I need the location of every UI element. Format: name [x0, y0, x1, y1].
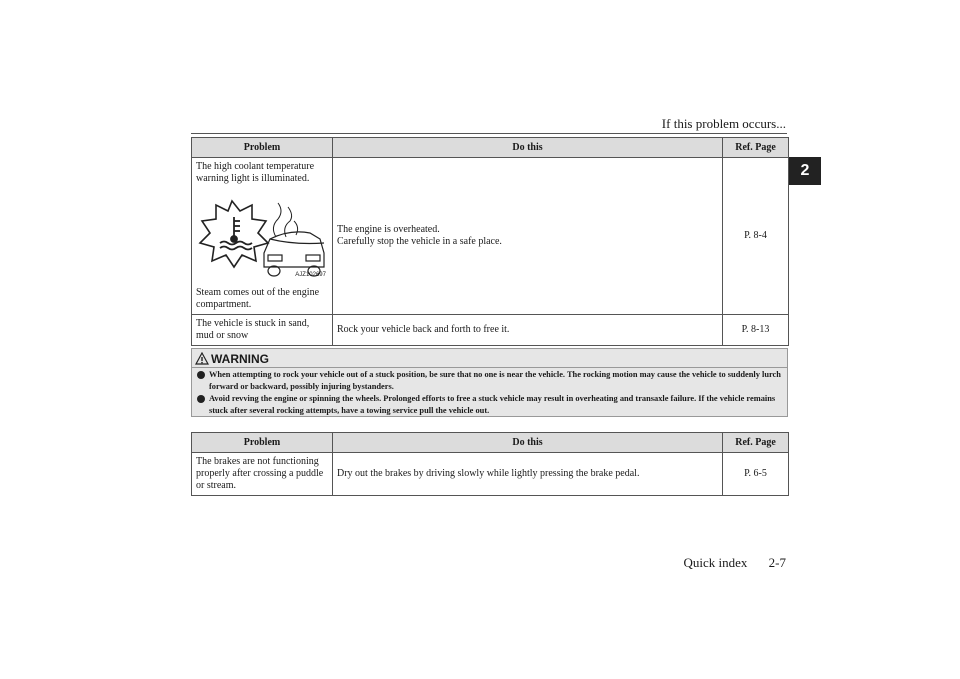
action-cell: Dry out the brakes by driving slowly while lightly pressing the brake pedal. [333, 453, 723, 496]
warning-title [195, 351, 269, 366]
list-item [195, 369, 787, 393]
column-header-ref-page: Ref. Page [723, 433, 789, 453]
column-header-do-this: Do this [333, 433, 723, 453]
illustration-code: AJZ102697 [295, 272, 326, 278]
warning-divider [192, 367, 787, 368]
warning-item-text: Avoid revving the engine or spinning the wheels. Prolonged efforts to free a stuck vehicle may result in overheating and transaxle failure. If the vehicle remains stuck after several rocking attempts, have a towing service pull the vehicle out. [209, 394, 776, 415]
table-row [192, 158, 789, 315]
action-text-line2: Carefully stop the vehicle in a safe place. [337, 236, 502, 247]
ref-page-cell: P. 8-4 [723, 158, 789, 315]
table-row [192, 453, 789, 496]
warning-triangle-icon [195, 352, 209, 365]
problem-table-1 [191, 137, 789, 346]
problem-cell: The vehicle is stuck in sand, mud or snow [192, 315, 333, 346]
header-rule [191, 133, 787, 134]
problem-cell [192, 158, 333, 315]
list-item [195, 393, 787, 417]
table-header-row [192, 138, 789, 158]
coolant-temperature-icon [220, 217, 252, 250]
warning-list [195, 369, 787, 417]
problem-cell: The brakes are not functioning properly after crossing a puddle or stream. [192, 453, 333, 496]
column-header-problem: Problem [192, 138, 333, 158]
action-cell [333, 158, 723, 315]
warning-box [191, 348, 788, 417]
column-header-do-this: Do this [333, 138, 723, 158]
problem-text-warning-light: The high coolant temperature warning light is illuminated. [196, 161, 315, 184]
column-header-problem: Problem [192, 433, 333, 453]
action-cell: Rock your vehicle back and forth to free it. [333, 315, 723, 346]
page-footer [666, 555, 787, 571]
ref-page-cell: P. 8-13 [723, 315, 789, 346]
page-header-title: If this problem occurs... [661, 116, 786, 131]
column-header-ref-page: Ref. Page [723, 138, 789, 158]
overheat-illustration [196, 191, 328, 283]
footer-section: Quick index [683, 555, 748, 570]
table-row [192, 315, 789, 346]
warning-item-text: When attempting to rock your vehicle out of a stuck position, be sure that no one is near the vehicle. The rocking motion may cause the vehicle to suddenly lurch forward or backward, possibly injuring bystanders. [209, 370, 781, 391]
table-header-row [192, 433, 789, 453]
action-text-line1: The engine is overheated. [337, 224, 440, 235]
problem-text-steam: Steam comes out of the engine compartment. [196, 287, 320, 310]
ref-page-cell: P. 6-5 [723, 453, 789, 496]
chapter-tab: 2 [789, 157, 821, 185]
footer-page-number: 2-7 [768, 555, 786, 570]
warning-title-text: WARNING [211, 351, 269, 366]
bullet-icon [197, 395, 205, 403]
bullet-icon [197, 371, 205, 379]
problem-table-2 [191, 432, 789, 496]
